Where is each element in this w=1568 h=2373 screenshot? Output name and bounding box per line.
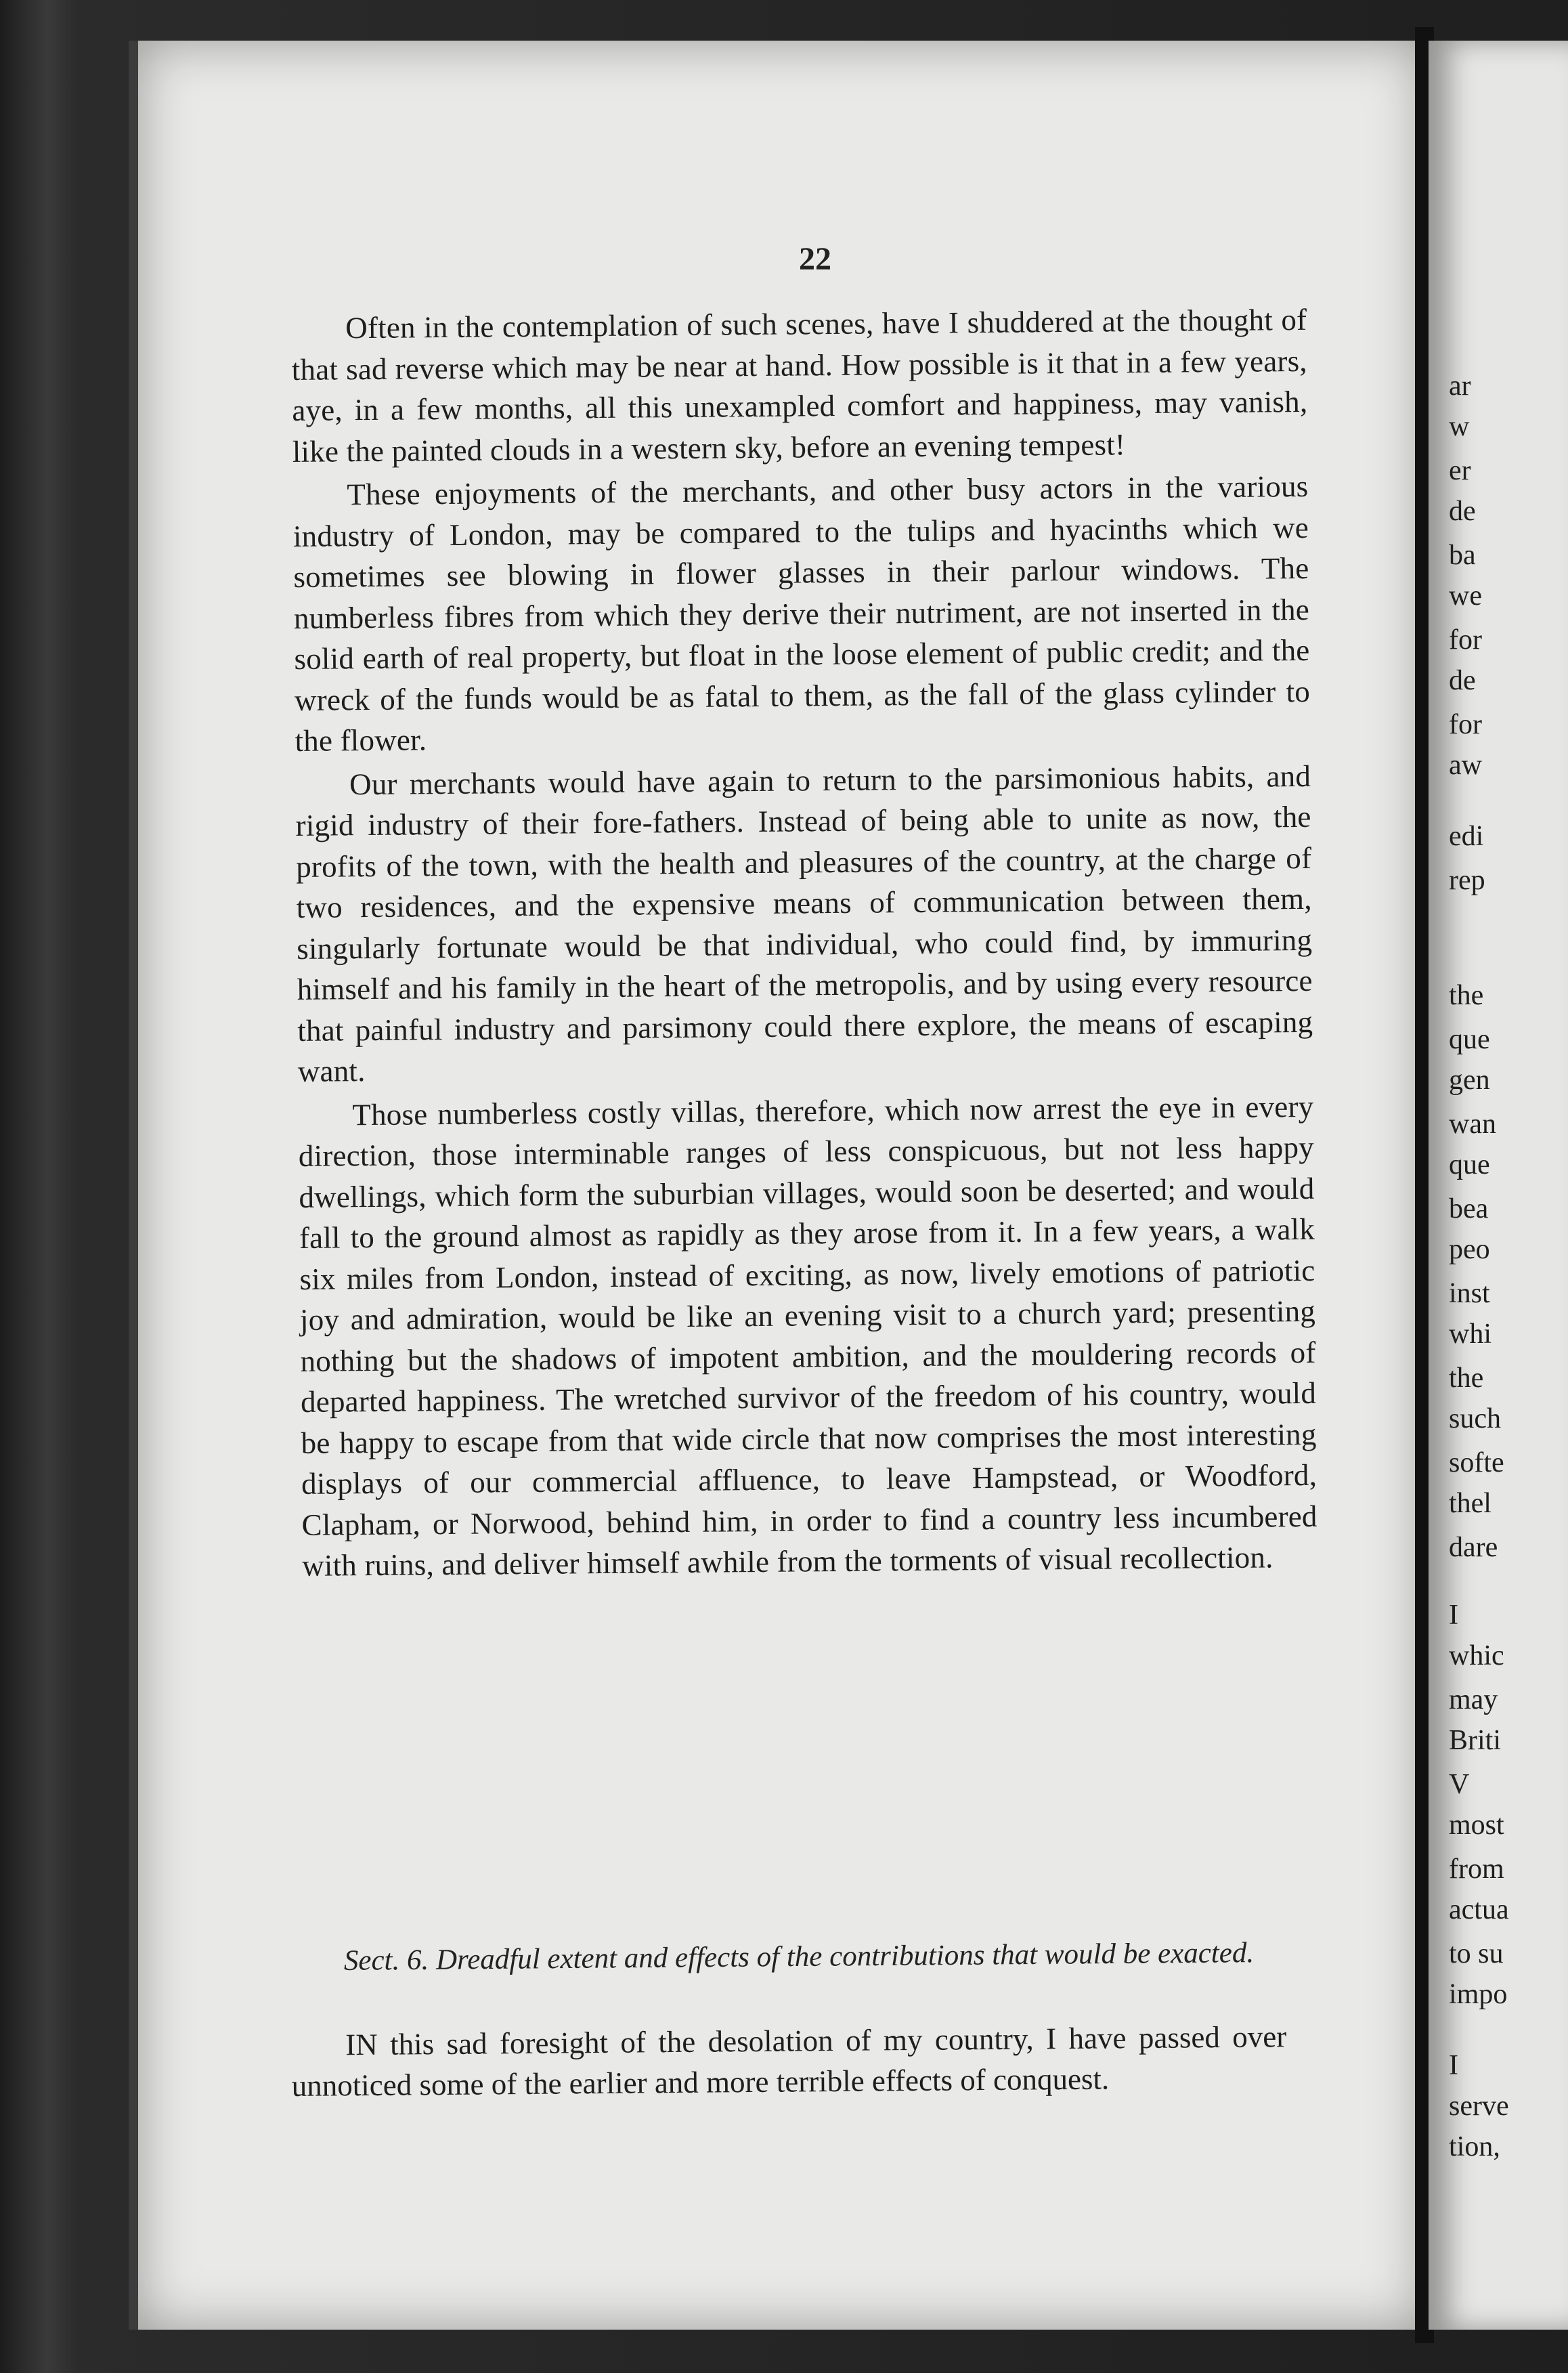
facing-page-fragment: thel <box>1449 1488 1491 1519</box>
body-text <box>291 299 1317 1587</box>
facing-page-fragment: the <box>1449 1363 1484 1394</box>
section-heading: Sect. 6. Dreadful extent and effects of the contributions that would be exacted. <box>343 1937 1255 1977</box>
facing-page-fragment: whi <box>1449 1319 1491 1350</box>
facing-page-fragment: Briti <box>1449 1725 1502 1756</box>
facing-page-fragment: de <box>1449 665 1476 696</box>
facing-page-fragment: V <box>1449 1769 1470 1800</box>
facing-page-fragment: ar <box>1449 370 1471 402</box>
facing-page-fragment: de <box>1449 496 1476 527</box>
facing-page-fragment: we <box>1449 580 1482 612</box>
facing-page-fragment: whic <box>1449 1640 1504 1671</box>
paragraph-2: These enjoyments of the merchants, and other busy actors in the various industry of London, may be compared to the tulips and hyacinths which we sometimes see blowing in flower glasses in their parlour windows. The numberless fibres from which they derive their nutriment, are not inserted in the solid earth of real property, but float in the loose element of public credit; and the wreck of the funds would be as fatal to them, as the fall of the glass cylinder to the flower. <box>292 469 1311 758</box>
closing-paragraph: IN this sad foresight of the desolation of my country, I have passed over unnoticed some of the earlier and more terrible effects of conquest. <box>291 2019 1287 2103</box>
facing-page-fragment: edi <box>1449 821 1484 852</box>
facing-page-fragment: bea <box>1449 1193 1489 1224</box>
facing-page-fragment: from <box>1449 1854 1504 1885</box>
facing-page-fragment: aw <box>1449 750 1482 781</box>
facing-page-fragment: w <box>1449 411 1470 442</box>
paragraph-3: Our merchants would have again to return to the parsimonious habits, and rigid industry of their fore-fathers. Instead of being able to unite as now, the profits of the town, with the health and pleasures of the country, at the charge of two residences, and the expensive means of communication between them, singularly fortunate would be that individual, who could find, by immuring himself and his family in the heart of the metropolis, and by using every resource that painful industry and parsimony could there explore, the means of escaping want. <box>295 758 1313 1088</box>
facing-page-fragment: to su <box>1449 1938 1504 1969</box>
facing-page-fragment: er <box>1449 455 1471 486</box>
page-number: 22 <box>799 241 831 277</box>
facing-page-fragment: wan <box>1449 1109 1496 1140</box>
facing-page-fragment: que <box>1449 1024 1490 1055</box>
facing-page-fragment: for <box>1449 709 1482 740</box>
facing-page-fragment: most <box>1449 1810 1504 1841</box>
facing-page-fragment: dare <box>1449 1532 1498 1563</box>
facing-page-fragment: serve <box>1449 2091 1509 2122</box>
facing-page-fragment: que <box>1449 1149 1490 1180</box>
facing-page-fragment: tion, <box>1449 2131 1500 2162</box>
paragraph-4: Those numberless costly villas, therefore, which now arrest the eye in every direction, those interminable ranges of less conspicuous, but not less happy dwellings, which form the suburbian villages, would soon be deserted; and would fall to the ground almost as rapidly as they arose from it. In a few years, a walk six miles from London, instead of exciting, as now, lively emotions of patriotic joy and admiration, would be like an evening visit to a church yard; presenting nothing but the shadows of impotent ambition, and the mouldering records of departed happiness. The wretched survivor of the freedom of his country, would be happy to escape from that wide circle that now comprises the most interesting displays of our commercial affluence, to leave Hampstead, or Woodford, Clapham, or Norwood, behind him, in order to find a country less incumbered with ruins, and deliver himself awhile from the torments of visual recollection. <box>298 1089 1317 1583</box>
facing-page-fragment: I <box>1449 2050 1458 2081</box>
facing-page-fragment: I <box>1449 1600 1458 1631</box>
facing-page-fragment: softe <box>1449 1447 1504 1478</box>
facing-page-fragment: may <box>1449 1684 1498 1715</box>
facing-page-fragment: the <box>1449 980 1484 1011</box>
facing-page-fragment: gen <box>1449 1065 1490 1096</box>
paragraph-1: Often in the contemplation of such scenes, have I shuddered at the thought of that sad reverse which may be near at hand. How possible is it that in a few years, aye, in a few months, all this unexampled comfort and happiness, may vanish, like the painted clouds in a western sky, before an evening tempest! <box>291 302 1308 469</box>
facing-page-fragment: peo <box>1449 1234 1490 1265</box>
facing-page-fragment: inst <box>1449 1278 1490 1309</box>
facing-page-fragment: for <box>1449 624 1482 656</box>
facing-page-fragment: such <box>1449 1403 1501 1434</box>
facing-page-fragment: actua <box>1449 1894 1509 1925</box>
facing-page-fragment: impo <box>1449 1979 1508 2010</box>
facing-page-fragment: rep <box>1449 865 1485 896</box>
facing-page-fragment: ba <box>1449 540 1476 571</box>
closing-text <box>291 2016 1287 2106</box>
